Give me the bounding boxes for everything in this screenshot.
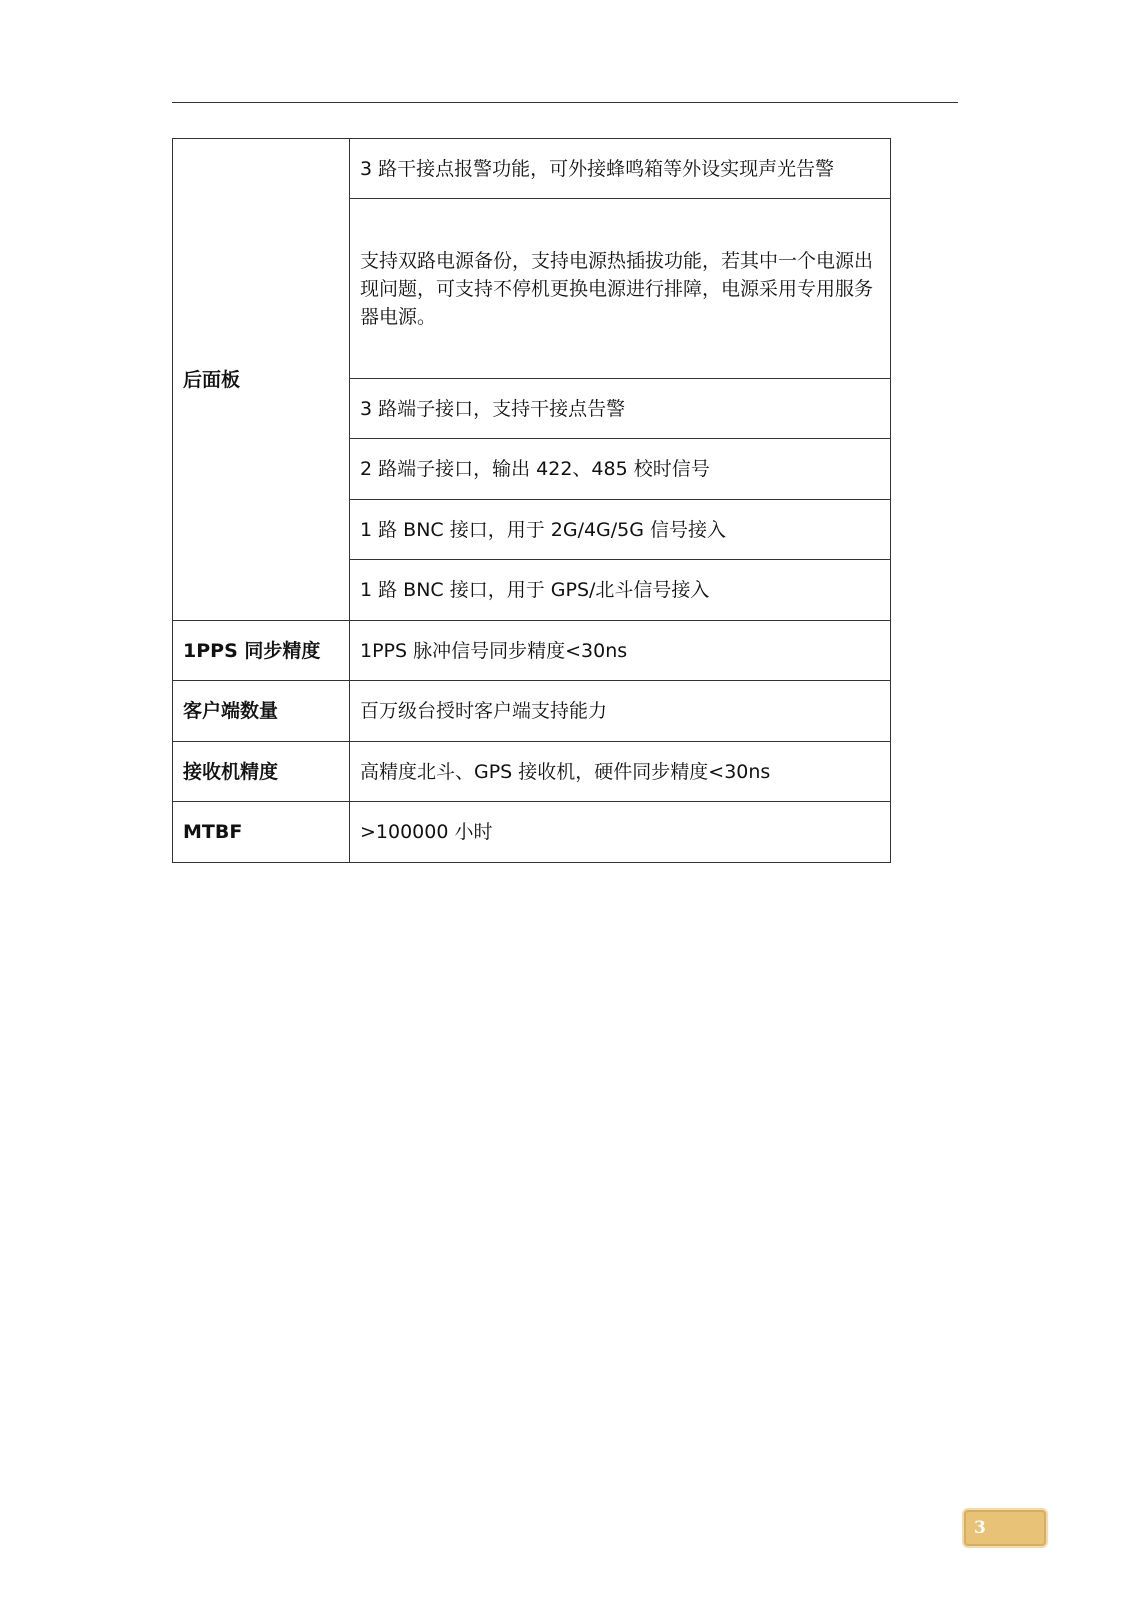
page-number-badge	[962, 1508, 1048, 1548]
rear-panel-item: 2 路端子接口，输出 422、485 校时信号	[350, 439, 891, 500]
row-value: 高精度北斗、GPS 接收机，硬件同步精度<30ns	[350, 742, 891, 802]
table-row	[173, 681, 891, 742]
rear-panel-item: 3 路端子接口，支持干接点告警	[350, 379, 891, 439]
row-value: 1PPS 脉冲信号同步精度<30ns	[350, 621, 891, 681]
row-value: 百万级台授时客户端支持能力	[350, 681, 891, 742]
row-label: MTBF	[173, 802, 350, 863]
rear-panel-item: 1 路 BNC 接口，用于 2G/4G/5G 信号接入	[350, 500, 891, 560]
row-label: 接收机精度	[173, 742, 350, 802]
header-rule	[172, 102, 958, 103]
row-label: 客户端数量	[173, 681, 350, 742]
table-row	[173, 621, 891, 681]
spec-table	[172, 138, 891, 863]
table-row	[173, 802, 891, 863]
page-number: 3	[974, 1518, 986, 1538]
rear-panel-item: 支持双路电源备份，支持电源热插拔功能，若其中一个电源出现问题，可支持不停机更换电源进行排障，电源采用专用服务器电源。	[350, 199, 891, 379]
row-label: 1PPS 同步精度	[173, 621, 350, 681]
rear-panel-item: 3 路干接点报警功能，可外接蜂鸣箱等外设实现声光告警	[350, 139, 891, 199]
table-row	[173, 742, 891, 802]
row-label-rear-panel: 后面板	[173, 139, 350, 621]
table-row	[173, 139, 891, 199]
row-value: >100000 小时	[350, 802, 891, 863]
rear-panel-item: 1 路 BNC 接口，用于 GPS/北斗信号接入	[350, 560, 891, 621]
